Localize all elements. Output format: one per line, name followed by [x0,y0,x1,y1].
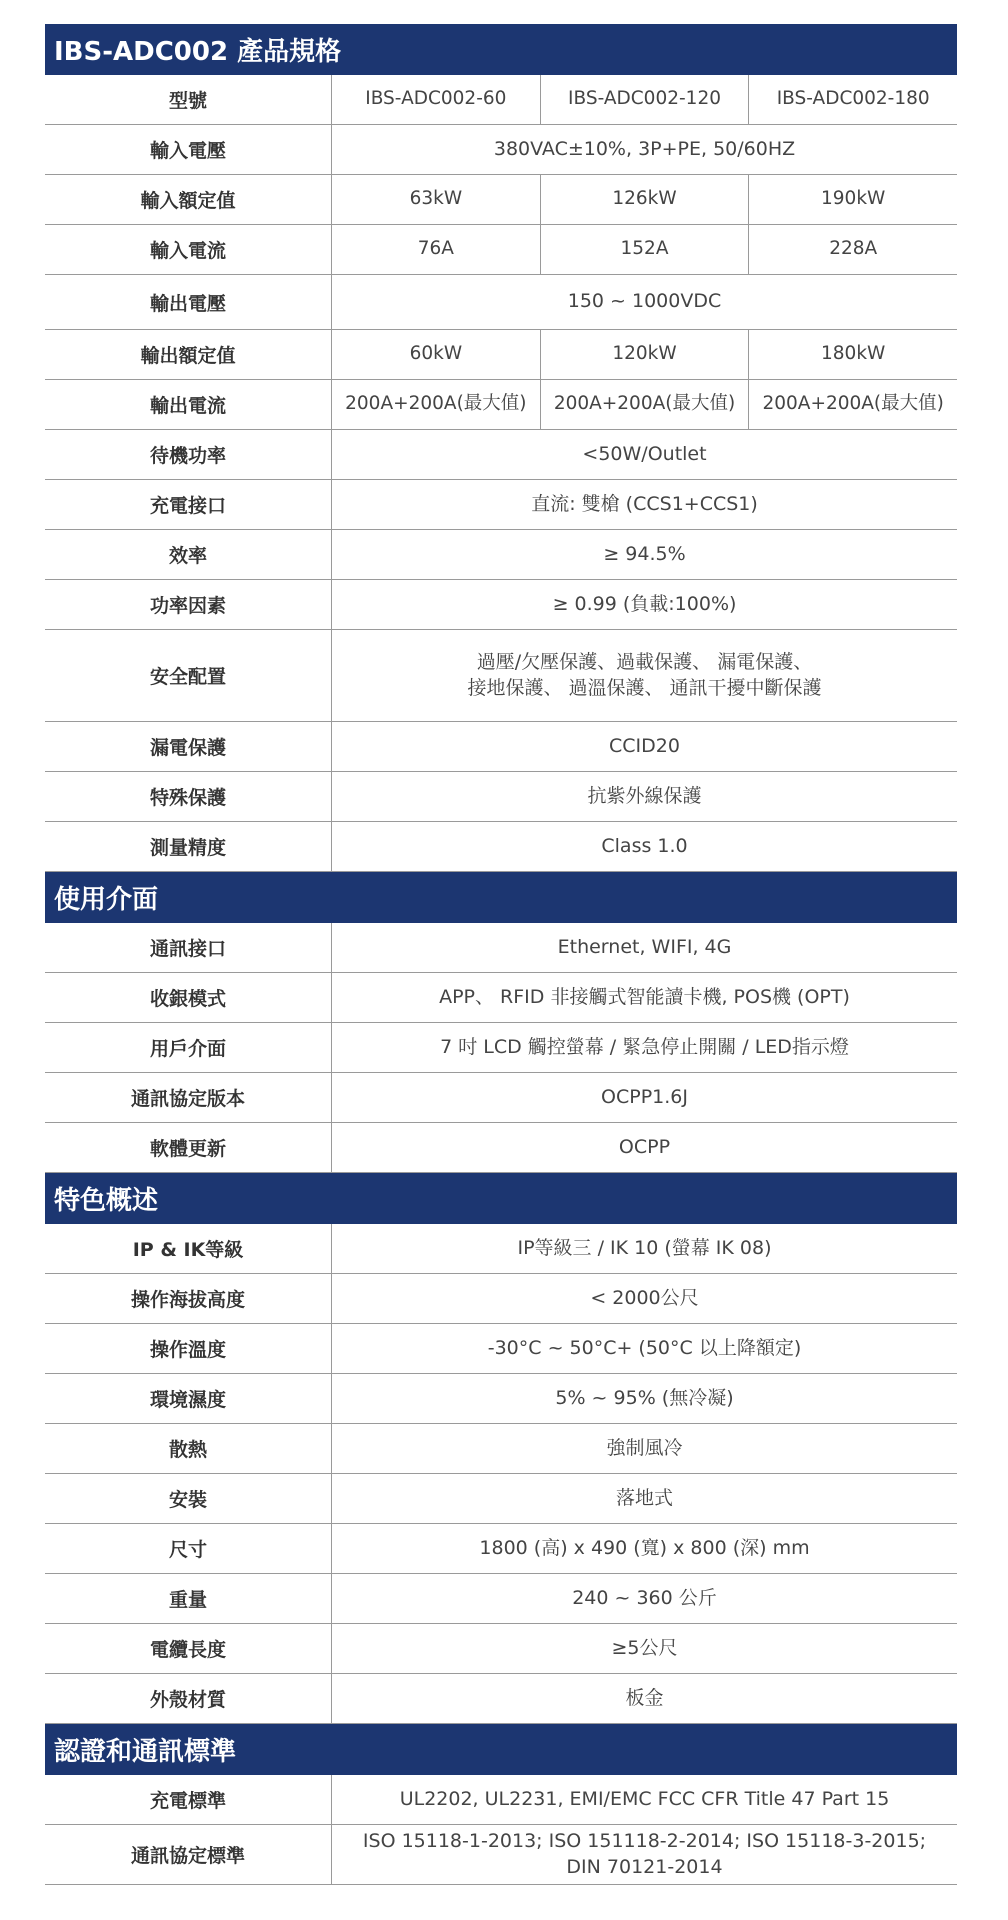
spec-value: 過壓/欠壓保護、過載保護、 漏電保護、 接地保護、 過溫保護、 通訊干擾中斷保護 [467,650,822,699]
spec-values [332,530,957,579]
spec-value: <50W/Outlet [582,442,707,465]
spec-values [332,1224,957,1273]
spec-row [45,580,957,630]
spec-row [45,772,957,822]
spec-value: 180kW [748,330,957,379]
spec-row [45,330,957,380]
spec-values [332,1073,957,1122]
spec-label: 測量精度 [45,822,332,871]
spec-row [45,430,957,480]
spec-values [332,480,957,529]
spec-values [332,580,957,629]
spec-value: ISO 15118-1-2013; ISO 151118-2-2014; ISO 15118-3-2015; DIN 70121-2014 [362,1829,927,1878]
spec-values [332,75,957,124]
spec-value: 5% ~ 95% (無冷凝) [555,1386,734,1409]
spec-row [45,973,957,1023]
spec-values [332,822,957,871]
user-interface-section [45,872,957,1173]
spec-values [332,722,957,771]
spec-row [45,1674,957,1724]
spec-row [45,480,957,530]
spec-label: 輸出額定值 [45,330,332,379]
spec-value: 76A [417,238,454,260]
spec-value: 60kW [409,343,463,365]
spec-value: 228A [748,225,957,274]
spec-label: 輸入電壓 [45,125,332,174]
spec-value: ≥ 94.5% [603,542,686,565]
product-spec-section [45,24,957,872]
spec-row [45,722,957,772]
spec-label: 操作海拔高度 [45,1274,332,1323]
spec-value: 200A+200A(最大值) [748,380,957,429]
spec-row [45,75,957,125]
spec-values [332,1624,957,1673]
spec-values [332,1474,957,1523]
spec-row [45,1324,957,1374]
spec-label: 尺寸 [45,1524,332,1573]
spec-values [332,1775,957,1824]
spec-row [45,630,957,722]
spec-row [45,923,957,973]
spec-value: CCID20 [609,734,680,757]
spec-row [45,175,957,225]
spec-value: 1800 (高) x 490 (寬) x 800 (深) mm [479,1536,810,1559]
spec-value: 240 ~ 360 公斤 [572,1586,717,1609]
spec-values [332,380,957,429]
spec-values [332,275,957,329]
spec-row [45,530,957,580]
spec-value: UL2202, UL2231, EMI/EMC FCC CFR Title 47 Part 15 [399,1787,890,1810]
spec-value: 152A [540,225,749,274]
spec-label: 電纜長度 [45,1624,332,1673]
spec-value: 直流: 雙槍 (CCS1+CCS1) [531,492,758,515]
certification-section [45,1724,957,1885]
spec-label: 收銀模式 [45,973,332,1022]
spec-row [45,1274,957,1324]
spec-values [332,1524,957,1573]
spec-row [45,1825,957,1885]
spec-values [332,330,957,379]
spec-label: 通訊協定標準 [45,1825,332,1884]
spec-values [332,1324,957,1373]
spec-value: 抗紫外線保護 [587,784,702,807]
spec-row [45,125,957,175]
spec-label: 待機功率 [45,430,332,479]
spec-row [45,1374,957,1424]
spec-value: IP等級三 / IK 10 (螢幕 IK 08) [517,1236,772,1259]
spec-row [45,1524,957,1574]
spec-value: 200A+200A(最大值) [540,380,749,429]
spec-row [45,1474,957,1524]
spec-label: 漏電保護 [45,722,332,771]
spec-values [332,772,957,821]
section-title: IBS-ADC002 產品規格 [45,24,957,75]
spec-value: IBS-ADC002-180 [748,75,957,124]
spec-label: 散熱 [45,1424,332,1473]
spec-label: 安裝 [45,1474,332,1523]
spec-row [45,1775,957,1825]
spec-label: 充電標準 [45,1775,332,1824]
spec-label: 環境濕度 [45,1374,332,1423]
spec-row [45,1224,957,1274]
spec-values [332,175,957,224]
spec-label: 外殼材質 [45,1674,332,1723]
spec-label: 型號 [45,75,332,124]
spec-value: 200A+200A(最大值) [345,393,527,415]
spec-label: 輸入電流 [45,225,332,274]
spec-label: 重量 [45,1574,332,1623]
spec-label: 特殊保護 [45,772,332,821]
spec-label: 用戶介面 [45,1023,332,1072]
spec-row [45,380,957,430]
spec-label: 操作溫度 [45,1324,332,1373]
spec-row [45,1073,957,1123]
spec-label: 輸入額定值 [45,175,332,224]
spec-value: Ethernet, WIFI, 4G [557,935,732,958]
spec-value: IBS-ADC002-120 [540,75,749,124]
spec-row [45,275,957,330]
spec-value: 150 ~ 1000VDC [567,290,722,313]
spec-label: 效率 [45,530,332,579]
spec-label: 通訊接口 [45,923,332,972]
features-section [45,1173,957,1724]
spec-label: 軟體更新 [45,1123,332,1172]
spec-value: 63kW [409,188,463,210]
spec-value: -30°C ~ 50°C+ (50°C 以上降額定) [487,1336,802,1359]
spec-value: Class 1.0 [601,834,688,857]
spec-value: 板金 [625,1686,664,1709]
spec-value: ≥ 0.99 (負載:100%) [552,592,737,615]
spec-values [332,225,957,274]
spec-value: 380VAC±10%, 3P+PE, 50/60HZ [493,137,796,160]
spec-row [45,1023,957,1073]
spec-row [45,1123,957,1173]
spec-value: OCPP1.6J [601,1085,688,1108]
spec-values [332,1674,957,1723]
section-title: 特色概述 [45,1173,957,1224]
spec-row [45,1424,957,1474]
spec-values [332,1374,957,1423]
spec-value: APP、 RFID 非接觸式智能讀卡機, POS機 (OPT) [439,985,850,1008]
spec-label: 安全配置 [45,630,332,721]
spec-value: < 2000公尺 [590,1286,699,1309]
section-title: 使用介面 [45,872,957,923]
spec-values [332,1574,957,1623]
spec-values [332,430,957,479]
spec-value: 120kW [540,330,749,379]
spec-values [332,923,957,972]
spec-value: 強制風冷 [606,1436,683,1459]
section-title: 認證和通訊標準 [45,1724,957,1775]
spec-row [45,1624,957,1674]
spec-label: 充電接口 [45,480,332,529]
spec-values [332,125,957,174]
spec-row [45,1574,957,1624]
spec-value: OCPP [618,1135,671,1158]
spec-label: IP & IK等級 [45,1224,332,1273]
spec-values [332,973,957,1022]
spec-values [332,1424,957,1473]
spec-values [332,1123,957,1172]
spec-label: 通訊協定版本 [45,1073,332,1122]
spec-value: 7 吋 LCD 觸控螢幕 / 緊急停止開關 / LED指示燈 [440,1035,849,1058]
spec-value: IBS-ADC002-60 [365,88,507,110]
spec-values [332,1023,957,1072]
spec-row [45,822,957,872]
spec-value: 落地式 [615,1486,673,1509]
spec-label: 輸出電壓 [45,275,332,329]
spec-value: 190kW [748,175,957,224]
spec-values [332,1274,957,1323]
spec-values [332,630,957,721]
spec-values [332,1825,957,1884]
spec-row [45,225,957,275]
spec-label: 功率因素 [45,580,332,629]
spec-label: 輸出電流 [45,380,332,429]
spec-value: 126kW [540,175,749,224]
spec-sheet [45,24,957,1885]
spec-value: ≥5公尺 [611,1636,678,1659]
